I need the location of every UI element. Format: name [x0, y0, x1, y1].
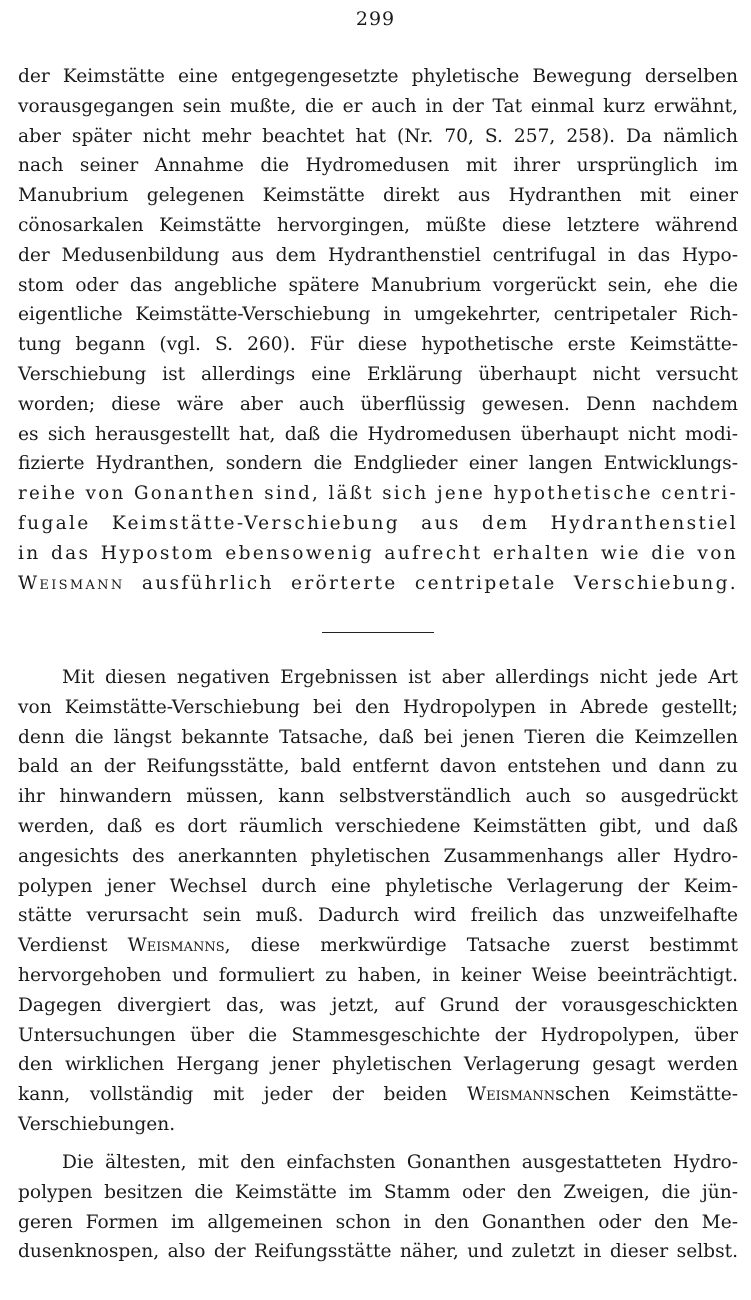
text-fragment: , diese merkwürdige Tatsache zuerst bestimmt — [224, 935, 738, 957]
text-line: Manubrium gelegenen Keimstätte direkt aus Hydranthen mit einer — [18, 185, 738, 207]
text-line: der Medusenbildung aus dem Hydranthenstiel centrifugal in das Hypo- — [18, 244, 738, 266]
text-line: bald an der Reifungsstätte, bald entfernt davon entstehen und dann zu — [18, 756, 738, 778]
text-line: angesichts des anerkannten phyletischen Zusammenhangs aller Hydro- — [18, 845, 738, 867]
text-line: stom oder das angebliche spätere Manubrium vorgerückt sein, ehe die — [18, 274, 738, 296]
text-fragment: kann, vollständig mit jeder der beiden — [18, 1084, 467, 1106]
text-line: von Keimstätte-Verschiebung bei den Hydropolypen in Abrede gestellt; — [18, 696, 738, 718]
text-line: es sich herausgestellt hat, daß die Hydromedusen überhaupt nicht modi- — [18, 423, 738, 445]
text-line: fizierte Hydranthen, sondern die Endglieder einer langen Entwicklungs- — [18, 453, 738, 475]
text-line-spaced: reihe von Gonanthen sind, läßt sich jene hypothetische centri- — [18, 483, 738, 505]
text-line: stätte verursacht sein muß. Dadurch wird freilich das unzweifelhafte — [18, 905, 738, 927]
text-line: geren Formen im allgemeinen schon in den Gonanthen oder den Me- — [18, 1211, 738, 1233]
text-line: dusenknospen, also der Reifungsstätte näher, und zuletzt in dieser selbst. — [18, 1241, 738, 1263]
text-fragment: ausführlich erörterte centripetale Verschiebung. — [124, 572, 738, 594]
author-name-weismanns: Weismanns — [127, 935, 225, 957]
text-line: den wirklichen Hergang jener phyletischen Verlagerung gesagt werden — [18, 1054, 738, 1076]
text-line — [18, 1080, 738, 1110]
text-fragment: Verdienst — [18, 935, 128, 957]
text-line: hervorgehoben und formuliert zu haben, in keiner Weise beeinträchtigt. — [18, 964, 738, 986]
text-line: Verschiebungen. — [18, 1113, 176, 1135]
author-name-weismann: Weismann — [18, 572, 125, 594]
text-line: tung begann (vgl. S. 260). Für diese hypothetische erste Keimstätte- — [18, 334, 738, 356]
paragraph-1 — [18, 62, 738, 598]
text-line-spaced: in das Hypostom ebensowenig aufrecht erhalten wie die von — [18, 542, 738, 564]
text-line: der Keimstätte eine entgegengesetzte phyletische Bewegung derselben — [18, 66, 738, 87]
text-line: polypen besitzen die Keimstätte im Stamm oder den Zweigen, die jün- — [18, 1181, 738, 1203]
text-line: Untersuchungen über die Stammesgeschichte der Hydropolypen, über — [18, 1024, 738, 1046]
text-line — [18, 931, 738, 961]
text-line: Verschiebung ist allerdings eine Erklärung überhaupt nicht versucht — [18, 363, 738, 385]
text-line-spaced: fugale Keimstätte-Verschiebung aus dem Hydranthenstiel — [18, 512, 738, 534]
text-line: Die ältesten, mit den einfachsten Gonanthen ausgestatteten Hydro- — [62, 1152, 738, 1173]
text-line: polypen jener Wechsel durch eine phyletische Verlagerung der Keim- — [18, 875, 738, 897]
text-line: Dagegen divergiert das, was jetzt, auf Grund der vorausgeschickten — [18, 994, 738, 1016]
section-divider — [322, 632, 434, 633]
author-name-weismann: Weismann — [466, 1084, 556, 1106]
page-number: 299 — [355, 8, 396, 30]
text-line: aber später nicht mehr beachtet hat (Nr. 70, S. 257, 258). Da nämlich — [18, 125, 738, 147]
text-line: werden, daß es dort räumlich verschiedene Keimstätten gibt, und daß — [18, 815, 738, 837]
text-line: Mit diesen negativen Ergebnissen ist aber allerdings nicht jede Art — [62, 667, 738, 688]
text-line: cönosarkalen Keimstätte hervorgingen, müßte diese letztere während — [18, 214, 738, 236]
text-line: eigentliche Keimstätte-Verschiebung in umgekehrter, centripetaler Rich- — [18, 304, 738, 326]
paragraph-2 — [18, 663, 738, 1140]
text-fragment: schen Keimstätte- — [555, 1084, 738, 1106]
text-line: denn die längst bekannte Tatsache, daß bei jenen Tieren die Keimzellen — [18, 726, 738, 748]
text-line: worden; diese wäre aber auch überflüssig gewesen. Denn nachdem — [18, 393, 738, 415]
text-line-spaced — [18, 569, 738, 599]
paragraph-3 — [18, 1148, 738, 1267]
text-line: ihr hinwandern müssen, kann selbstverständlich auch so ausgedrückt — [18, 786, 738, 808]
text-line: vorausgegangen sein mußte, die er auch in der Tat einmal kurz erwähnt, — [18, 95, 738, 117]
text-line: nach seiner Annahme die Hydromedusen mit ihrer ursprünglich im — [18, 155, 738, 177]
